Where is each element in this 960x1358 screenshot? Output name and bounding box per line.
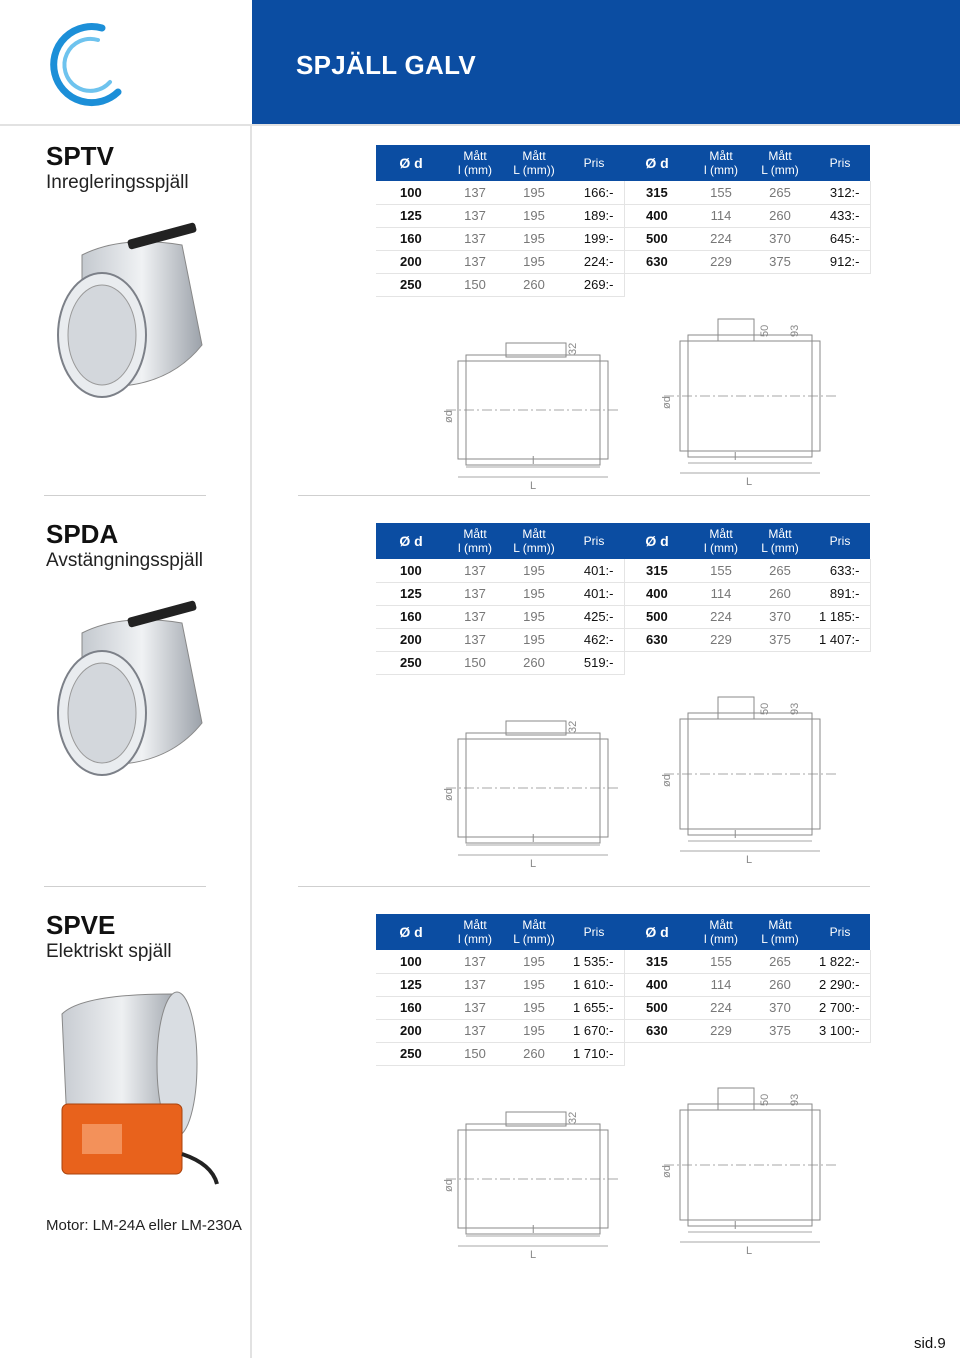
cell-price: 645:- [810,227,870,250]
cell-diameter: 630 [622,1019,692,1042]
cell-price: 425:- [564,605,624,628]
header-price: Pris [810,914,870,950]
cell-price: 3 100:- [810,1019,870,1042]
cell-big-l: 375 [750,250,810,273]
cell-big-l: 195 [504,204,564,227]
dim-label-L: L [530,480,537,492]
table-row [376,204,624,227]
cell-big-l: 195 [504,227,564,250]
table-row [376,582,624,605]
cell-diameter: 315 [622,181,692,204]
table-row [376,996,624,1019]
cell-diameter: 125 [376,973,446,996]
header-big-l [504,523,564,559]
cell-price: 1 535:- [564,950,624,973]
cell-price: 312:- [810,181,870,204]
header-price: Pris [810,145,870,181]
section-subtitle: Inregleringsspjäll [46,172,189,193]
price-table-right [622,914,871,1043]
header-unit: L (mm)) [513,541,555,555]
section-separator-left [44,886,206,887]
cell-price: 1 822:- [810,950,870,973]
table-header-row [376,523,624,559]
cell-price: 633:- [810,559,870,582]
table-row [376,1019,624,1042]
header-small-l [692,914,750,950]
dim-label-l: l [734,1220,737,1232]
technical-drawing-large [661,1066,854,1257]
page-title: SPJÄLL GALV [296,50,477,80]
cell-price: 401:- [564,582,624,605]
cell-small-l: 137 [446,973,504,996]
table-row [622,559,870,582]
cell-price: 433:- [810,204,870,227]
technical-drawing-small [443,1086,636,1271]
header-unit: l (mm) [458,932,492,946]
cell-diameter: 315 [622,950,692,973]
header-big-l [750,914,810,950]
dim-label-L: L [530,1249,537,1261]
header-diameter: Ø d [622,145,692,181]
price-table-right [622,523,871,652]
cell-diameter: 250 [376,1042,446,1065]
cell-price: 224:- [564,250,624,273]
header-matt: Mått [709,918,733,932]
cell-diameter: 250 [376,273,446,296]
header-unit: l (mm) [704,541,738,555]
cell-small-l: 137 [446,1019,504,1042]
cell-small-l: 114 [692,973,750,996]
cell-diameter: 100 [376,181,446,204]
table-row [376,181,624,204]
header-unit: l (mm) [704,932,738,946]
header-small-l [446,145,504,181]
cell-price: 199:- [564,227,624,250]
cell-big-l: 195 [504,1019,564,1042]
cell-big-l: 195 [504,559,564,582]
cell-diameter: 500 [622,227,692,250]
header-small-l [446,523,504,559]
table-row [622,996,870,1019]
price-table-left [376,523,625,675]
table-row [622,227,870,250]
technical-drawing-small [443,695,636,880]
header-matt: Mått [768,918,792,932]
cell-price: 891:- [810,582,870,605]
price-table-right [622,145,871,274]
table-row [622,628,870,651]
damper-handle [718,1088,754,1110]
damper-handle [718,697,754,719]
cell-big-l: 195 [504,582,564,605]
cell-big-l: 260 [750,973,810,996]
cell-small-l: 137 [446,181,504,204]
cell-small-l: 114 [692,582,750,605]
section-separator-left [44,495,206,496]
dim-label-32: 32 [567,720,579,733]
table-row [376,250,624,273]
cell-big-l: 260 [504,1042,564,1065]
dim-label-od: ød [443,410,455,423]
cell-small-l: 137 [446,204,504,227]
cell-small-l: 137 [446,950,504,973]
dim-label-od: ød [661,396,673,409]
cell-big-l: 195 [504,605,564,628]
header-price: Pris [564,914,624,950]
cell-small-l: 137 [446,227,504,250]
cell-small-l: 229 [692,250,750,273]
table-header-row [622,523,870,559]
header-diameter: Ø d [376,914,446,950]
cell-small-l: 150 [446,1042,504,1065]
cell-diameter: 200 [376,1019,446,1042]
cell-price: 1 185:- [810,605,870,628]
cell-diameter: 160 [376,605,446,628]
page-number: sid.9 [914,1335,946,1352]
table-row [622,605,870,628]
cell-small-l: 137 [446,250,504,273]
cell-price: 401:- [564,559,624,582]
cell-small-l: 155 [692,950,750,973]
header-matt: Mått [522,527,546,541]
table-row [622,204,870,227]
product-image-motor-damper [42,984,222,1199]
header-unit: l (mm) [458,541,492,555]
cell-big-l: 265 [750,181,810,204]
section-subtitle: Avstängningsspjäll [46,550,204,571]
header-matt: Mått [463,149,487,163]
cell-big-l: 195 [504,950,564,973]
table-header-row [376,914,624,950]
table-row [376,559,624,582]
table-row [376,628,624,651]
cell-diameter: 200 [376,250,446,273]
table-row [622,582,870,605]
header-matt: Mått [522,149,546,163]
cell-diameter: 125 [376,204,446,227]
cell-big-l: 265 [750,950,810,973]
cell-big-l: 195 [504,628,564,651]
header-price: Pris [564,523,624,559]
cell-small-l: 150 [446,651,504,674]
cell-big-l: 260 [504,273,564,296]
motor-note: Motor: LM-24A eller LM-230A [46,1217,242,1234]
header-diameter: Ø d [376,145,446,181]
header-matt: Mått [709,527,733,541]
cell-diameter: 100 [376,559,446,582]
table-row [376,973,624,996]
header-unit: L (mm)) [513,932,555,946]
header-matt: Mått [709,149,733,163]
section-code: SPVE [46,910,116,940]
header-matt: Mått [463,527,487,541]
cell-big-l: 370 [750,605,810,628]
dim-label-od: ød [661,774,673,787]
header-unit: L (mm) [761,932,799,946]
cell-price: 2 290:- [810,973,870,996]
header-diameter: Ø d [622,914,692,950]
cell-big-l: 195 [504,996,564,1019]
table-row [622,973,870,996]
cell-price: 1 610:- [564,973,624,996]
cell-diameter: 100 [376,950,446,973]
cell-price: 2 700:- [810,996,870,1019]
dim-label-L: L [530,858,537,870]
section-code: SPTV [46,141,114,171]
cell-small-l: 155 [692,559,750,582]
cell-diameter: 200 [376,628,446,651]
header-unit: l (mm) [458,163,492,177]
dim-label-93: 93 [789,702,801,715]
dim-label-l: l [532,455,535,467]
cell-big-l: 260 [750,582,810,605]
dim-label-50: 50 [759,1093,771,1106]
cell-small-l: 114 [692,204,750,227]
dim-label-od: ød [443,1179,455,1192]
cell-diameter: 500 [622,996,692,1019]
table-row [622,950,870,973]
cell-big-l: 195 [504,973,564,996]
company-logo [40,18,130,108]
cell-diameter: 400 [622,204,692,227]
dim-label-l: l [532,1224,535,1236]
header-matt: Mått [768,527,792,541]
header-diameter: Ø d [622,523,692,559]
dim-label-l: l [734,829,737,841]
technical-drawing-small [443,317,636,502]
cell-small-l: 224 [692,996,750,1019]
dim-label-32: 32 [567,342,579,355]
cell-diameter: 630 [622,628,692,651]
cell-big-l: 260 [750,204,810,227]
table-row [376,1042,624,1065]
cell-diameter: 400 [622,582,692,605]
cell-diameter: 500 [622,605,692,628]
cell-diameter: 315 [622,559,692,582]
cell-price: 1 710:- [564,1042,624,1065]
table-row [622,181,870,204]
cell-diameter: 160 [376,227,446,250]
header-small-l [446,914,504,950]
dim-label-L: L [746,476,753,488]
cell-price: 1 670:- [564,1019,624,1042]
table-row [376,227,624,250]
cell-small-l: 150 [446,273,504,296]
cell-price: 462:- [564,628,624,651]
header-big-l [504,145,564,181]
header-divider [0,124,960,126]
header-big-l [504,914,564,950]
header-unit: L (mm)) [513,163,555,177]
section-separator-right [298,886,870,887]
table-header-row [376,145,624,181]
section-subtitle: Elektriskt spjäll [46,941,172,962]
header-unit: l (mm) [704,163,738,177]
table-row [622,1019,870,1042]
table-header-row [622,145,870,181]
dim-label-l: l [532,833,535,845]
dim-label-l: l [734,451,737,463]
table-row [376,651,624,674]
header-small-l [692,523,750,559]
header-big-l [750,145,810,181]
cell-big-l: 260 [504,651,564,674]
header-diameter: Ø d [376,523,446,559]
table-row [376,950,624,973]
technical-drawing-large [661,675,854,866]
price-table-left [376,145,625,297]
cell-diameter: 125 [376,582,446,605]
cell-big-l: 375 [750,628,810,651]
cell-small-l: 224 [692,605,750,628]
cell-big-l: 375 [750,1019,810,1042]
cell-big-l: 370 [750,996,810,1019]
cell-small-l: 137 [446,582,504,605]
product-image-damper [42,593,222,798]
header-matt: Mått [463,918,487,932]
cell-big-l: 265 [750,559,810,582]
cell-small-l: 229 [692,1019,750,1042]
dim-label-50: 50 [759,324,771,337]
header-matt: Mått [522,918,546,932]
dim-label-od: ød [443,788,455,801]
cell-small-l: 137 [446,996,504,1019]
dim-label-L: L [746,854,753,866]
cell-price: 166:- [564,181,624,204]
dim-label-93: 93 [789,324,801,337]
cell-diameter: 400 [622,973,692,996]
cell-small-l: 229 [692,628,750,651]
dim-label-32: 32 [567,1111,579,1124]
cell-big-l: 370 [750,227,810,250]
cell-small-l: 137 [446,605,504,628]
cell-big-l: 195 [504,250,564,273]
cell-price: 1 407:- [810,628,870,651]
cell-small-l: 137 [446,559,504,582]
technical-drawing-large [661,297,854,488]
table-row [376,605,624,628]
cell-price: 519:- [564,651,624,674]
header-big-l [750,523,810,559]
dim-label-L: L [746,1245,753,1257]
cell-price: 189:- [564,204,624,227]
header-unit: L (mm) [761,163,799,177]
cell-price: 912:- [810,250,870,273]
table-row [376,273,624,296]
cell-diameter: 160 [376,996,446,1019]
header-price: Pris [564,145,624,181]
column-divider [250,126,252,1358]
cell-price: 269:- [564,273,624,296]
header-unit: L (mm) [761,541,799,555]
header-matt: Mått [768,149,792,163]
cell-small-l: 224 [692,227,750,250]
cell-big-l: 195 [504,181,564,204]
price-table-left [376,914,625,1066]
cell-small-l: 137 [446,628,504,651]
product-image-damper [42,215,222,420]
header-small-l [692,145,750,181]
section-separator-right [298,495,870,496]
dim-label-50: 50 [759,702,771,715]
dim-label-od: ød [661,1165,673,1178]
table-row [622,250,870,273]
table-header-row [622,914,870,950]
cell-small-l: 155 [692,181,750,204]
cell-price: 1 655:- [564,996,624,1019]
section-code: SPDA [46,519,119,549]
damper-handle [718,319,754,341]
header-price: Pris [810,523,870,559]
cell-diameter: 630 [622,250,692,273]
cell-diameter: 250 [376,651,446,674]
dim-label-93: 93 [789,1093,801,1106]
